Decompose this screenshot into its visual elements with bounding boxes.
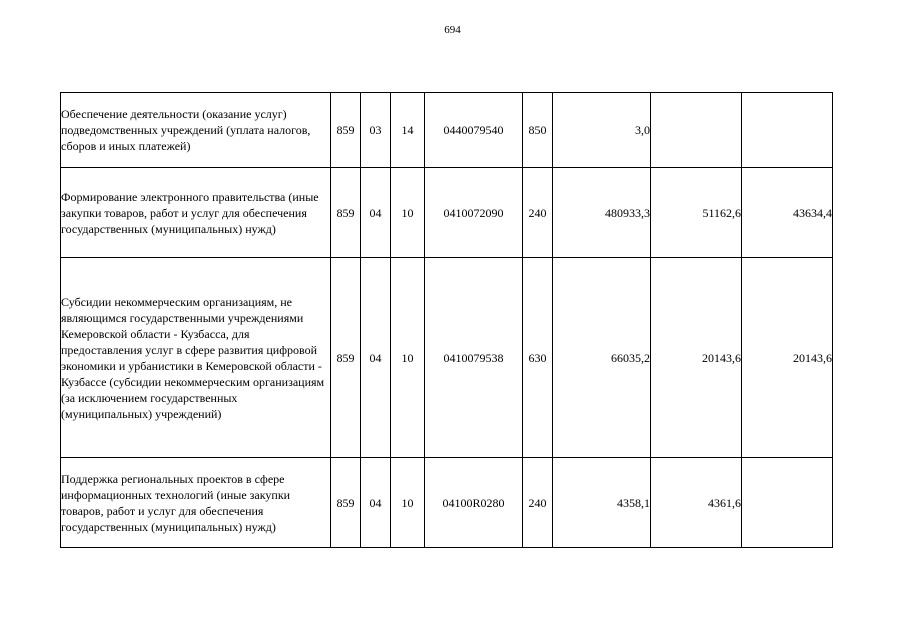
subsection-code: 10 xyxy=(391,258,425,458)
target-article-code: 04100R0280 xyxy=(425,458,523,548)
subsection-code: 10 xyxy=(391,168,425,258)
expense-type-code: 240 xyxy=(523,458,553,548)
table-row xyxy=(61,258,833,458)
subsection-code: 14 xyxy=(391,93,425,168)
section-code: 04 xyxy=(361,458,391,548)
subsection-code: 10 xyxy=(391,458,425,548)
amount-3 xyxy=(742,458,833,548)
amount-2: 20143,6 xyxy=(651,258,742,458)
ministry-code: 859 xyxy=(331,168,361,258)
section-code: 04 xyxy=(361,168,391,258)
row-name: Субсидии некоммерческим организациям, не являющимся государственными учреждениями Кемеровской области - Кузбасса, для предоставления услуг в сфере развития цифровой экономики и урбанистики в Кемеровской области - Кузбассе (субсидии некоммерческим организациям (за исключением государственных (муниципальных) учреждений) xyxy=(61,258,331,458)
section-code: 04 xyxy=(361,258,391,458)
target-article-code: 0410072090 xyxy=(425,168,523,258)
amount-1: 4358,1 xyxy=(553,458,651,548)
amount-1: 66035,2 xyxy=(553,258,651,458)
amount-2: 51162,6 xyxy=(651,168,742,258)
section-code: 03 xyxy=(361,93,391,168)
expense-type-code: 630 xyxy=(523,258,553,458)
page-number: 694 xyxy=(444,24,461,36)
table-row xyxy=(61,168,833,258)
amount-1: 480933,3 xyxy=(553,168,651,258)
table-row xyxy=(61,458,833,548)
expense-type-code: 850 xyxy=(523,93,553,168)
row-name: Формирование электронного правительства (иные закупки товаров, работ и услуг для обеспечения государственных (муниципальных) нужд) xyxy=(61,168,331,258)
budget-table xyxy=(60,92,833,548)
amount-3: 43634,4 xyxy=(742,168,833,258)
target-article-code: 0440079540 xyxy=(425,93,523,168)
ministry-code: 859 xyxy=(331,93,361,168)
amount-3: 20143,6 xyxy=(742,258,833,458)
ministry-code: 859 xyxy=(331,458,361,548)
amount-2: 4361,6 xyxy=(651,458,742,548)
ministry-code: 859 xyxy=(331,258,361,458)
amount-3 xyxy=(742,93,833,168)
row-name: Обеспечение деятельности (оказание услуг) подведомственных учреждений (уплата налогов, сборов и иных платежей) xyxy=(61,93,331,168)
table-row xyxy=(61,93,833,168)
amount-1: 3,0 xyxy=(553,93,651,168)
expense-type-code: 240 xyxy=(523,168,553,258)
target-article-code: 0410079538 xyxy=(425,258,523,458)
amount-2 xyxy=(651,93,742,168)
row-name: Поддержка региональных проектов в сфере информационных технологий (иные закупки товаров, работ и услуг для обеспечения государственных (муниципальных) нужд) xyxy=(61,458,331,548)
